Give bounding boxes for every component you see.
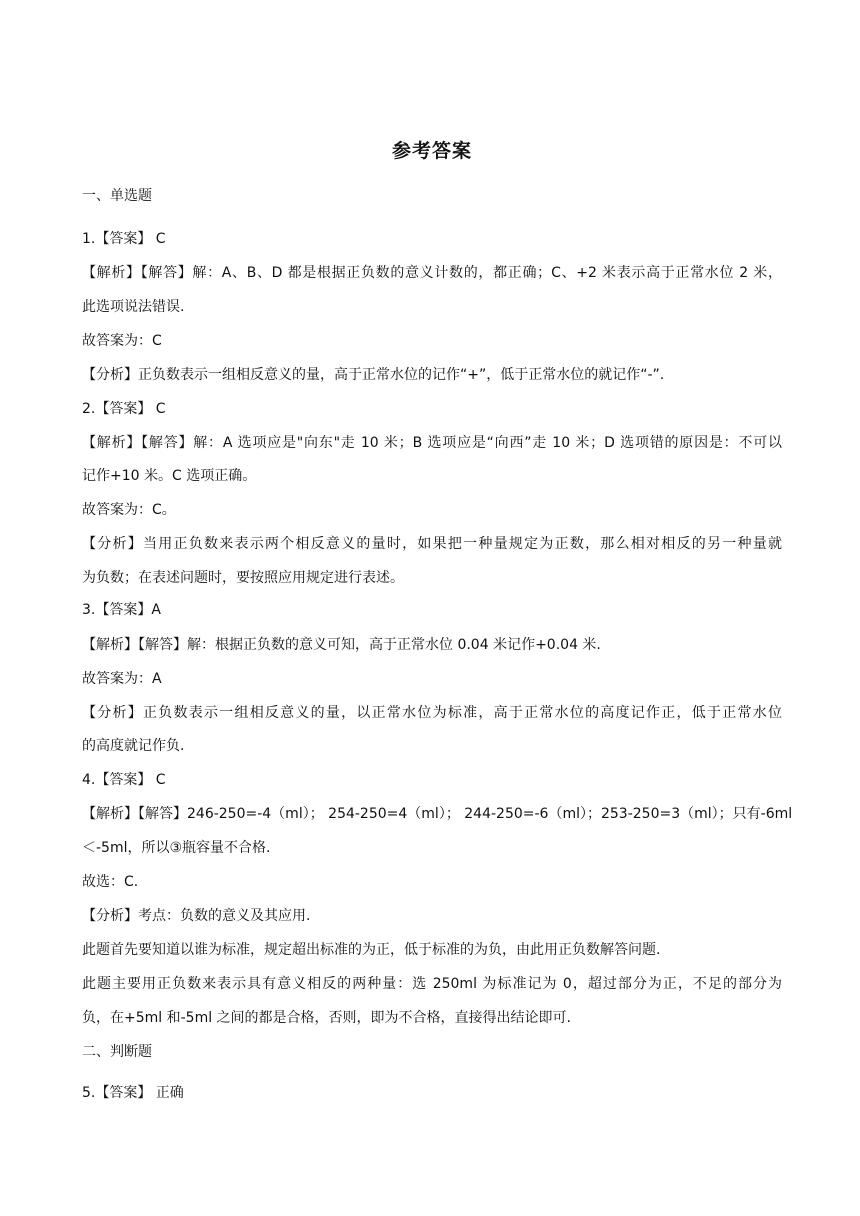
q1-conclusion: 故答案为：C — [82, 333, 162, 349]
q4-extra-2-line-1: 此题主要用正负数来表示具有意义相反的两种量：选 250ml 为标准记为 0，超过部分为正，不足的部分为 — [82, 976, 782, 992]
q1-answer: 1.【答案】 C — [82, 231, 166, 247]
q4-analysis-line-2: ＜-5ml，所以③瓶容量不合格. — [82, 840, 271, 856]
q3-analysis: 【解析】【解答】解：根据正负数的意义可知，高于正常水位 0.04 米记作+0.04 米. — [82, 637, 601, 653]
q4-extra-1: 此题首先要知道以谁为标准，规定超出标准的为正，低于标准的为负，由此用正负数解答问题. — [82, 942, 661, 958]
q3-note-line-1: 【分析】正负数表示一组相反意义的量，以正常水位为标准，高于正常水位的高度记作正，低于正常水位 — [82, 705, 782, 721]
q3-note-line-2: 的高度就记作负. — [82, 738, 185, 754]
q4-conclusion: 故选：C. — [82, 874, 139, 890]
q4-extra-2-line-2: 负，在+5ml 和-5ml 之间的都是合格，否则，即为不合格，直接得出结论即可. — [82, 1010, 572, 1026]
section-heading-true-false: 二、判断题 — [82, 1044, 152, 1060]
q2-analysis-line-2: 记作+10 米。C 选项正确。 — [82, 468, 257, 484]
q1-analysis-line-1: 【解析】【解答】解：A、B、D 都是根据正负数的意义计数的，都正确；C、+2 米表示高于正常水位 2 米， — [82, 265, 782, 281]
q2-note-line-2: 为负数；在表述问题时，要按照应用规定进行表述。 — [82, 570, 404, 586]
q2-analysis-line-1: 【解析】【解答】解：A 选项应是"向东"走 10 米；B 选项应是“向西”走 10 米；D 选项错的原因是：不可以 — [82, 435, 782, 451]
q4-analysis-line-1: 【解析】【解答】246-250=-4（ml）； 254-250=4（ml）； 244-250=-6（ml）；253-250=3（ml）；只有-6ml — [82, 806, 793, 822]
page-title: 参考答案 — [391, 140, 472, 162]
q3-answer: 3.【答案】A — [82, 602, 161, 618]
q4-note: 【分析】考点：负数的意义及其应用. — [82, 908, 311, 924]
q2-conclusion: 故答案为：C。 — [82, 502, 176, 518]
q1-note: 【分析】正负数表示一组相反意义的量，高于正常水位的记作“+”，低于正常水位的就记作“-”. — [82, 367, 665, 383]
q2-answer: 2.【答案】 C — [82, 401, 166, 417]
q1-analysis-line-2: 此选项说法错误. — [82, 299, 185, 315]
q4-answer: 4.【答案】 C — [82, 772, 166, 788]
q2-note-line-1: 【分析】当用正负数来表示两个相反意义的量时，如果把一种量规定为正数，那么相对相反的另一种量就 — [82, 536, 782, 552]
q5-answer: 5.【答案】 正确 — [82, 1085, 184, 1101]
q3-conclusion: 故答案为：A — [82, 671, 162, 687]
section-heading-single-choice: 一、单选题 — [82, 188, 152, 204]
